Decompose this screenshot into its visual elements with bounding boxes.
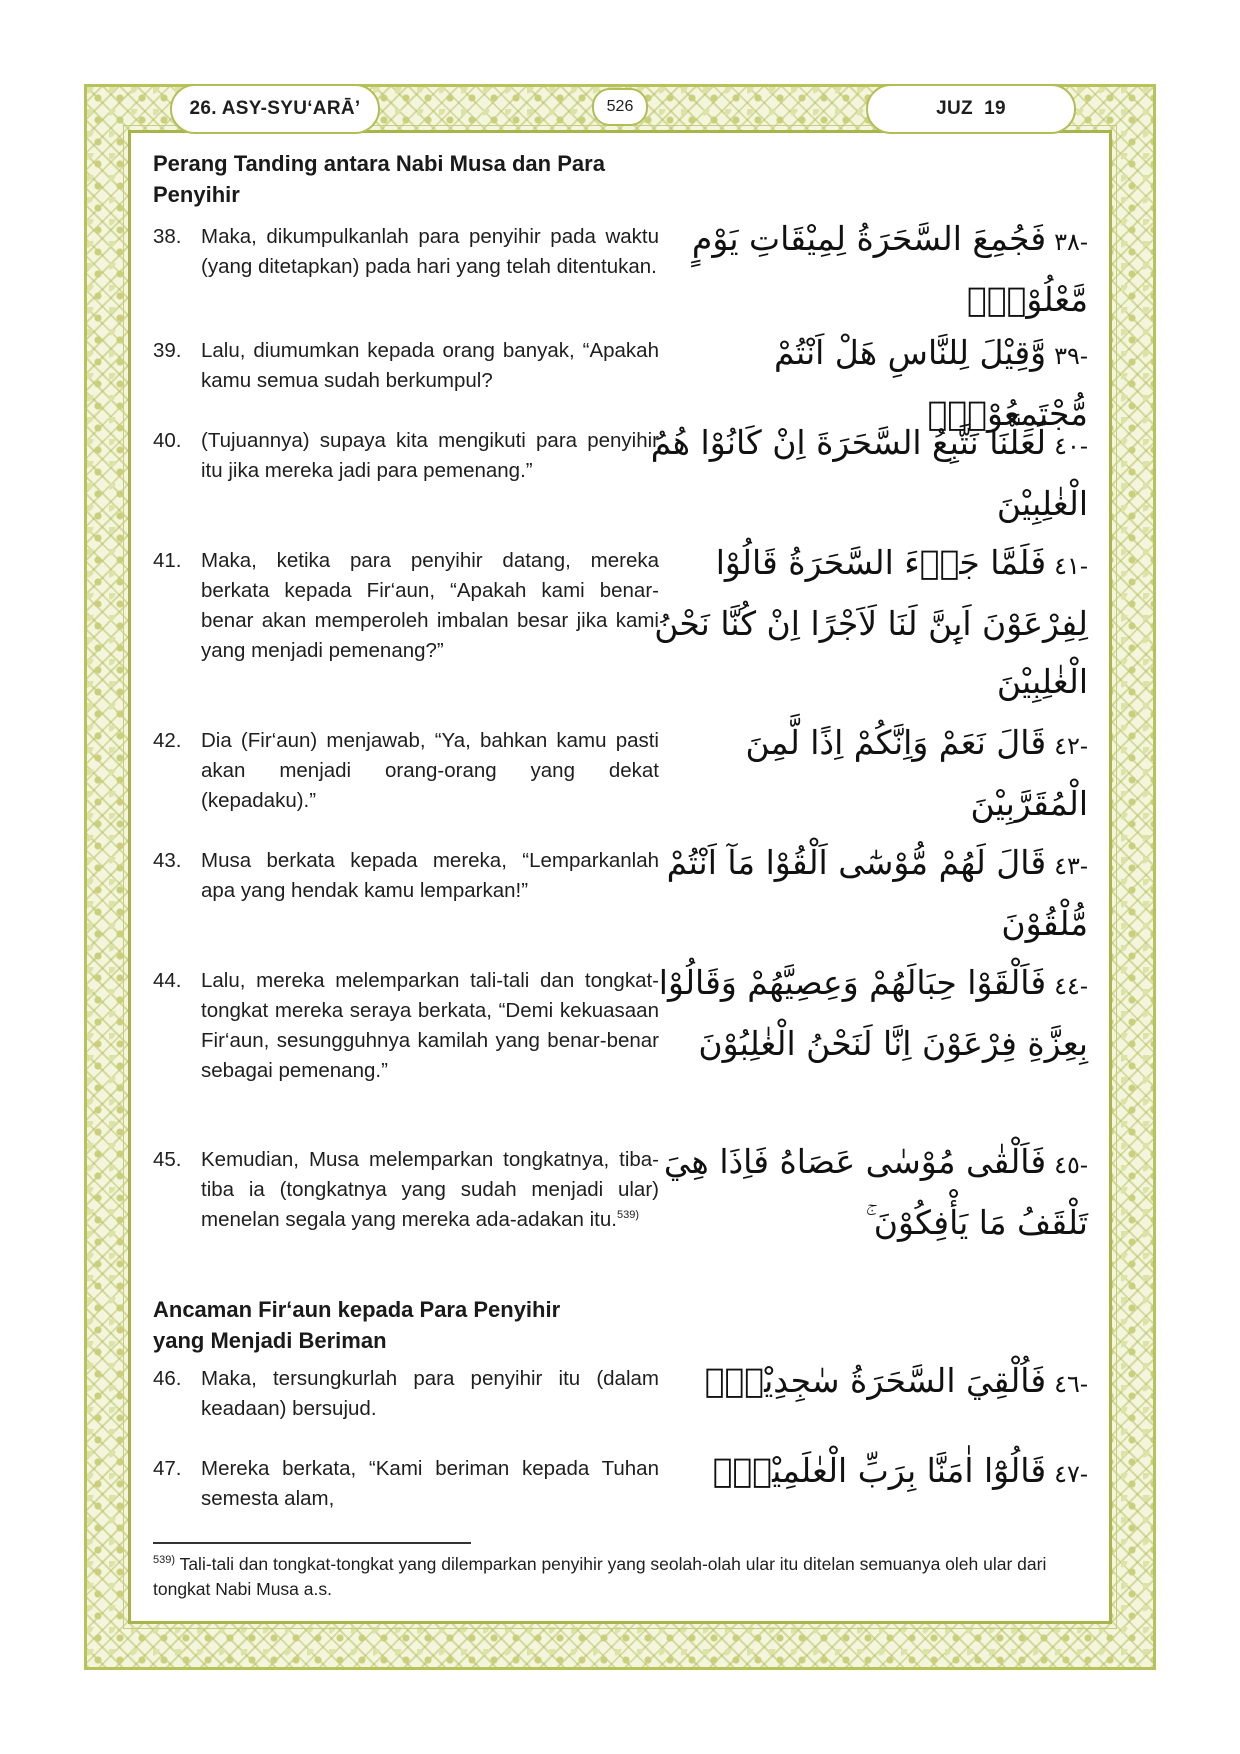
- verse-arabic: [638, 714, 1088, 833]
- footnote-text: Tali-tali dan tongkat-tongkat yang dilemparkan penyihir yang seolah-olah ular itu ditelan semuanya oleh ular dari tongkat Nabi Musa a.s.: [153, 1554, 1047, 1599]
- arabic-verse-number: -٤٧: [1054, 1460, 1088, 1488]
- arabic-verse-number: -٤٢: [1054, 732, 1088, 760]
- juz-label: JUZ 19: [936, 98, 1006, 119]
- arabic-verse-number: -٤٠: [1054, 432, 1088, 460]
- footnote: [153, 1552, 1088, 1602]
- arabic-text: فَلَمَّا جَاۤءَ السَّحَرَةُ قَالُوْا لِفِرْعَوْنَ اَىِٕنَّ لَنَا لَاَجْرًا اِنْ كُنَّا نَحْنُ الْغٰلِبِيْنَ: [654, 543, 1088, 701]
- verse-translation: Maka, tersungkurlah para penyihir itu (dalam keadaan) bersujud.: [201, 1367, 659, 1420]
- verse-arabic: [638, 1442, 1088, 1503]
- surah-name: 26. ASY-SYU‘ARĀ’: [189, 98, 361, 119]
- verse-arabic: [638, 834, 1088, 953]
- verse-number: 41.: [153, 549, 182, 572]
- verse-arabic: [638, 1352, 1088, 1413]
- verse-translation-text: Kemudian, Musa melemparkan tongkatnya, tiba-tiba ia (tongkatnya yang sudah menjadi ular) menelan segala yang mereka ada-adakan itu.: [201, 1148, 659, 1231]
- arabic-verse-number: -٣٨: [1054, 228, 1088, 256]
- arabic-text: لَعَلَّنَا نَتَّبِعُ السَّحَرَةَ اِنْ كَانُوْا هُمُ الْغٰلِبِيْنَ: [650, 423, 1088, 523]
- verse-translation: Maka, ketika para penyihir datang, mereka berkata kepada Fir‘aun, “Apakah kami benar-benar akan memperoleh imbalan besar jika kami yang menjadi pemenang?”: [201, 549, 659, 662]
- arabic-verse-number: -٣٩: [1054, 342, 1088, 370]
- arabic-verse-number: -٤١: [1054, 552, 1088, 580]
- verse-translation: Musa berkata kepada mereka, “Lemparkanlah apa yang hendak kamu lemparkan!”: [201, 849, 659, 902]
- footnote-reference: 539): [616, 1209, 639, 1222]
- verse-translation: (Tujuannya) supaya kita mengikuti para penyihir itu jika mereka jadi para pemenang.”: [201, 429, 659, 482]
- arabic-text: قَالَ لَهُمْ مُّوْسٰٓى اَلْقُوْا مَآ اَنْتُمْ مُّلْقُوْنَ: [666, 843, 1088, 943]
- verse-arabic: [638, 954, 1088, 1073]
- arabic-text: فَاَلْقَوْا حِبَالَهُمْ وَعِصِيَّهُمْ وَقَالُوْا بِعِزَّةِ فِرْعَوْنَ اِنَّا لَنَحْنُ الْغٰلِبُوْنَ: [658, 963, 1088, 1063]
- arabic-text: قَالَ نَعَمْ وَاِنَّكُمْ اِذًا لَّمِنَ الْمُقَرَّبِيْنَ: [745, 723, 1088, 823]
- verse-arabic: [638, 414, 1088, 533]
- arabic-text: وَّقِيْلَ لِلنَّاسِ هَلْ اَنْتُمْ مُّجْتَمِعُوْنَۙ: [774, 333, 1088, 433]
- section-title: Perang Tanding antara Nabi Musa dan Para Penyihir: [153, 151, 605, 207]
- verse-number: 45.: [153, 1148, 182, 1171]
- verse-number: 46.: [153, 1367, 182, 1390]
- arabic-verse-number: -٤٦: [1054, 1370, 1088, 1398]
- verse-number: 40.: [153, 429, 182, 452]
- verse-number: 39.: [153, 339, 182, 362]
- verse-translation: Lalu, diumumkan kepada orang banyak, “Apakah kamu semua sudah berkumpul?: [201, 339, 659, 392]
- page-number-badge: [592, 88, 648, 126]
- verse-number: 43.: [153, 849, 182, 872]
- verse-arabic: [638, 1133, 1088, 1252]
- verse-number: 42.: [153, 729, 182, 752]
- verse-translation: Lalu, mereka melemparkan tali-tali dan tongkat-tongkat mereka seraya berkata, “Demi kekuasaan Fir‘aun, sesungguhnya kamilah yang benar-benar sebagai pemenang.”: [201, 969, 659, 1082]
- arabic-verse-number: -٤٣: [1054, 852, 1088, 880]
- footnote-divider: [153, 1542, 471, 1544]
- verse-translation: Mereka berkata, “Kami beriman kepada Tuhan semesta alam,: [201, 1457, 659, 1510]
- arabic-text: فَجُمِعَ السَّحَرَةُ لِمِيْقَاتِ يَوْمٍ مَّعْلُوْمٍۙ: [691, 219, 1088, 319]
- arabic-verse-number: -٤٥: [1054, 1151, 1088, 1179]
- arabic-verse-number: -٤٤: [1054, 972, 1088, 1000]
- juz-header: [866, 84, 1076, 134]
- arabic-text: فَاَلْقٰى مُوْسٰى عَصَاهُ فَاِذَا هِيَ تَلْقَفُ مَا يَأْفِكُوْنَ ۚ: [663, 1142, 1088, 1242]
- arabic-text: قَالُوْٓا اٰمَنَّا بِرَبِّ الْعٰلَمِيْنَۙ: [712, 1451, 1047, 1490]
- verse-number: 44.: [153, 969, 182, 992]
- verse-translation: Dia (Fir‘aun) menjawab, “Ya, bahkan kamu pasti akan menjadi orang-orang yang dekat (kepadaku).”: [201, 729, 659, 812]
- page-number: 526: [606, 98, 634, 115]
- verse-translation: [201, 1145, 659, 1235]
- verse-arabic: [638, 210, 1088, 329]
- section-title: Ancaman Fir‘aun kepada Para Penyihir yang Menjadi Beriman: [153, 1297, 561, 1353]
- arabic-text: فَاُلْقِيَ السَّحَرَةُ سٰجِدِيْنَۙ: [704, 1361, 1047, 1400]
- verse-arabic: [638, 534, 1088, 711]
- verse-number: 47.: [153, 1457, 182, 1480]
- verse-number: 38.: [153, 225, 182, 248]
- surah-header: [170, 84, 380, 134]
- verse-translation: Maka, dikumpulkanlah para penyihir pada waktu (yang ditetapkan) pada hari yang telah ditentukan.: [201, 225, 659, 278]
- footnote-marker: 539): [153, 1554, 176, 1567]
